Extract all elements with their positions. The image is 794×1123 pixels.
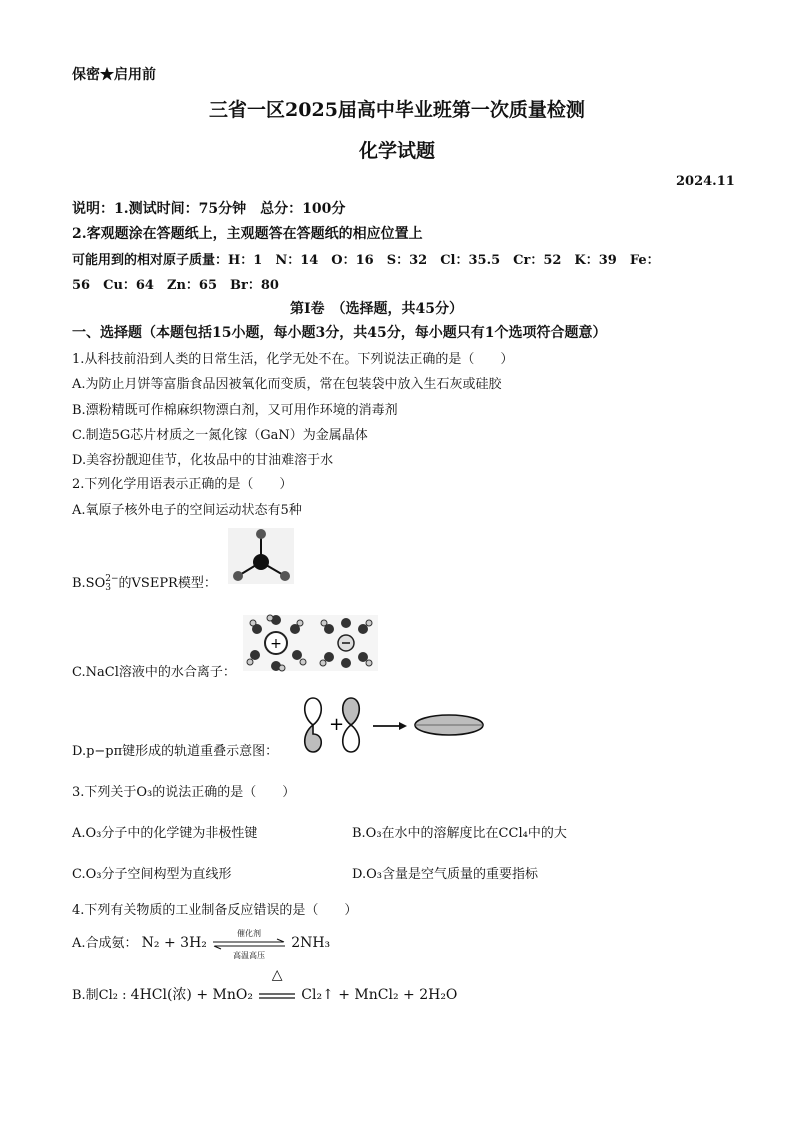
section-instruction: 一、选择题（本题包括15小题，每小题3分，共45分，每小题只有1个选项符合题意） <box>72 325 607 341</box>
q2-stem: 2.下列化学用语表示正确的是（ ） <box>72 477 293 492</box>
q4-option-a-product: 2NH₃ <box>291 935 331 951</box>
notes-line-4: 56 Cu：64 Zn：65 Br：80 <box>72 278 279 293</box>
q2-option-a: A.氧原子核外电子的空间运动状态有5种 <box>72 503 302 518</box>
q1-option-b: B.漂粉精既可作棉麻织物漂白剂，又可用作环境的消毒剂 <box>72 403 398 418</box>
double-line-icon <box>257 992 297 1000</box>
q4-option-b-reactants: 4HCl(浓) + MnO₂ <box>130 987 253 1003</box>
equilibrium-arrow-icon <box>211 939 287 949</box>
exam-title: 三省一区2025届高中毕业班第一次质量检测 <box>209 99 585 121</box>
q1-option-a: A.为防止月饼等富脂食品因被氧化而变质，常在包装袋中放入生石灰或硅胶 <box>72 377 502 392</box>
heat-triangle-icon: △ <box>271 966 283 983</box>
equilibrium-arrow <box>211 928 287 960</box>
heating-equals-sign <box>257 966 297 1003</box>
notes-line-3: 可能用到的相对原子质量：H：1 N：14 O：16 S：32 Cl：35.5 Cr：52 K：39 Fe： <box>72 253 660 268</box>
q4-option-a-label: A.合成氨： <box>72 936 138 951</box>
q1-stem: 1.从科技前沿到人类的日常生活，化学无处不在。下列说法正确的是（ ） <box>72 352 514 367</box>
catalyst-label: 催化剂 <box>237 928 262 938</box>
p-p-pi-overlap-figure <box>299 696 489 754</box>
so3-vsepr-model-figure <box>228 528 294 584</box>
subject-title: 化学试题 <box>358 140 435 162</box>
notes-line-2: 2.客观题涂在答题纸上，主观题答在答题纸的相应位置上 <box>72 226 423 242</box>
section-title: 第Ⅰ卷 （选择题，共45分） <box>290 301 464 317</box>
q4-option-b-label: B.制Cl₂ : <box>72 988 127 1003</box>
q4-option-b <box>72 966 458 1004</box>
q2-option-c: C.NaCl溶液中的水合离子： <box>72 665 236 680</box>
q3-option-b: B.O₃在水中的溶解度比在CCl₄中的大 <box>352 826 567 841</box>
q3-option-d: D.O₃含量是空气质量的重要指标 <box>352 867 538 882</box>
q4-option-b-products: Cl₂↑ + MnCl₂ + 2H₂O <box>301 987 458 1003</box>
q4-option-a-reactants: N₂ + 3H₂ <box>141 935 207 951</box>
secret-label: 保密★启用前 <box>72 67 156 83</box>
q4-stem: 4.下列有关物质的工业制备反应错误的是（ ） <box>72 903 358 918</box>
q4-option-a <box>72 928 331 960</box>
q3-stem: 3.下列关于O₃的说法正确的是（ ） <box>72 785 296 800</box>
exam-date: 2024.11 <box>676 174 735 189</box>
q2-option-d: D.p−pπ键形成的轨道重叠示意图： <box>72 744 279 759</box>
cation-charge-sign: + <box>270 636 282 652</box>
q2-option-b-prefix: B.SO <box>72 576 106 591</box>
q2-option-b-subscript: 3 <box>105 582 111 593</box>
q2-option-b-charge: 2− <box>105 573 119 584</box>
conditions-label: 高温高压 <box>233 950 266 960</box>
q2-option-b-suffix: 的VSEPR模型： <box>118 576 217 591</box>
q3-option-a: A.O₃分子中的化学键为非极性键 <box>72 826 258 841</box>
notes-line-1: 说明：1.测试时间：75分钟 总分：100分 <box>72 201 346 217</box>
q2-option-b <box>72 572 217 593</box>
figure-plus-sign: + <box>329 714 345 735</box>
q1-option-d: D.美容扮靓迎佳节，化妆品中的甘油难溶于水 <box>72 453 334 468</box>
q3-option-c: C.O₃分子空间构型为直线形 <box>72 867 232 882</box>
hydrated-ions-figure <box>243 615 378 671</box>
q1-option-c: C.制造5G芯片材质之一氮化镓（GaN）为金属晶体 <box>72 428 368 443</box>
